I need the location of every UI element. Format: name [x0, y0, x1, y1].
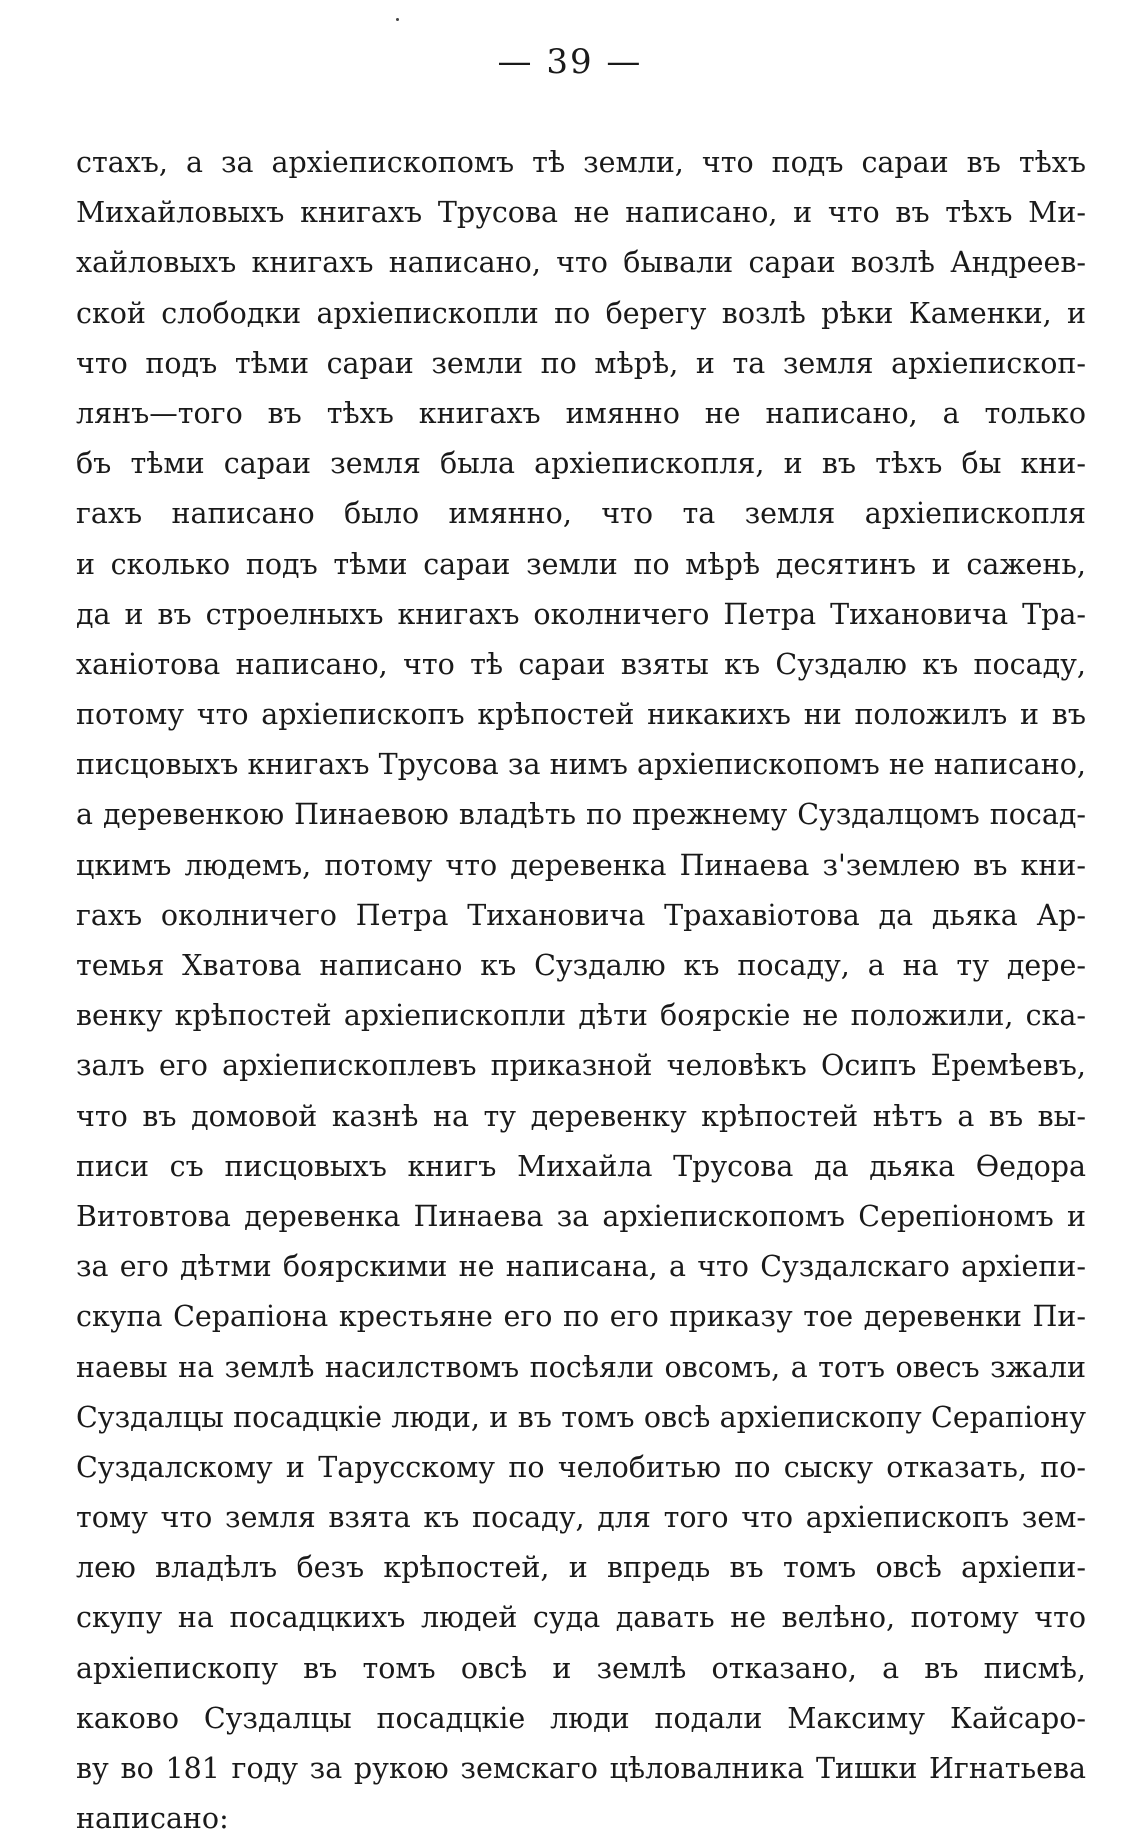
- text-line: да и въ строелныхъ книгахъ околничего Петра Тихановича Тра-: [76, 597, 1086, 631]
- text-line: наевы на землѣ насилствомъ посѣяли овсомъ, а тотъ овесъ зжали: [76, 1350, 1086, 1384]
- text-line: потому что архіепископъ крѣпостей никакихъ ни положилъ и въ: [76, 698, 1086, 732]
- text-line: написано:: [76, 1802, 229, 1836]
- text-line: Суздалскому и Тарусскому по челобитью по сыску отказать, по-: [76, 1450, 1086, 1484]
- text-line: венку крѣпостей архіепископли дѣти боярскіе не положили, ска-: [76, 999, 1086, 1033]
- text-line: Михайловыхъ книгахъ Трусова не написано, и что въ тѣхъ Ми-: [76, 196, 1086, 230]
- text-line: скупа Серапіона крестьяне его по его приказу тое деревенки Пи-: [76, 1300, 1086, 1334]
- text-line: цкимъ людемъ, потому что деревенка Пинаева з'землею въ кни-: [76, 848, 1086, 882]
- text-line: ханіотова написано, что тѣ сараи взяты къ Суздалю къ посаду,: [76, 647, 1086, 681]
- text-line: темья Хватова написано къ Суздалю къ посаду, а на ту дере-: [76, 949, 1086, 982]
- body-text: [76, 138, 1086, 1844]
- text-line: писи съ писцовыхъ книгъ Михайла Трусова да дьяка Өедора: [76, 1149, 1086, 1183]
- text-line: бъ тѣми сараи земля была архіепископля, и въ тѣхъ бы кни-: [76, 447, 1086, 481]
- text-line: за его дѣтми боярскими не написана, а что Суздалскаго архіепи-: [76, 1250, 1086, 1284]
- text-line: ву во 181 году за рукою земскаго цѣловалника Тишки Игнатьева: [76, 1752, 1086, 1785]
- text-line: и сколько подъ тѣми сараи земли по мѣрѣ десятинъ и сажень,: [76, 547, 1086, 581]
- text-line: Суздалцы посадцкіе люди, и въ томъ овсѣ архіепископу Серапіону: [76, 1400, 1086, 1434]
- text-line: лею владѣлъ безъ крѣпостей, и впредь въ томъ овсѣ архіепи-: [76, 1551, 1086, 1585]
- text-line: гахъ написано было имянно, что та земля архіепископля: [76, 497, 1086, 531]
- text-line: залъ его архіепископлевъ приказной человѣкъ Осипъ Еремѣевъ,: [76, 1049, 1086, 1083]
- print-speck: [396, 18, 399, 21]
- text-line: каково Суздалцы посадцкіе люди подали Максиму Кайсаро-: [76, 1701, 1086, 1735]
- text-line: хайловыхъ книгахъ написано, что бывали сараи возлѣ Андреев-: [76, 246, 1086, 280]
- text-line: лянъ—того въ тѣхъ книгахъ имянно не написано, а только: [76, 396, 1086, 430]
- text-line: стахъ, а за архіепископомъ тѣ земли, что подъ сараи въ тѣхъ: [76, 146, 1086, 179]
- text-line: скупу на посадцкихъ людей суда давать не велѣно, потому что: [76, 1601, 1086, 1635]
- text-line: тому что земля взята къ посаду, для того что архіепископъ зем-: [76, 1501, 1086, 1535]
- text-line: гахъ околничего Петра Тихановича Трахавіотова да дьяка Ар-: [76, 898, 1086, 932]
- text-line: Витовтова деревенка Пинаева за архіепископомъ Серепіономъ и: [76, 1199, 1086, 1233]
- text-line: что подъ тѣми сараи земли по мѣрѣ, и та земля архіепископ-: [76, 346, 1086, 380]
- text-line: что въ домовой казнѣ на ту деревенку крѣпостей нѣтъ а въ вы-: [76, 1099, 1086, 1133]
- text-line: писцовыхъ книгахъ Трусова за нимъ архіепископомъ не написано,: [76, 748, 1086, 782]
- text-line: а деревенкою Пинаевою владѣть по прежнему Суздалцомъ посад-: [76, 798, 1086, 832]
- text-line: архіепископу въ томъ овсѣ и землѣ отказано, а въ писмѣ,: [76, 1651, 1086, 1685]
- page-number: — 39 —: [497, 42, 643, 82]
- text-line: ской слободки архіепископли по берегу возлѣ рѣки Каменки, и: [76, 296, 1086, 330]
